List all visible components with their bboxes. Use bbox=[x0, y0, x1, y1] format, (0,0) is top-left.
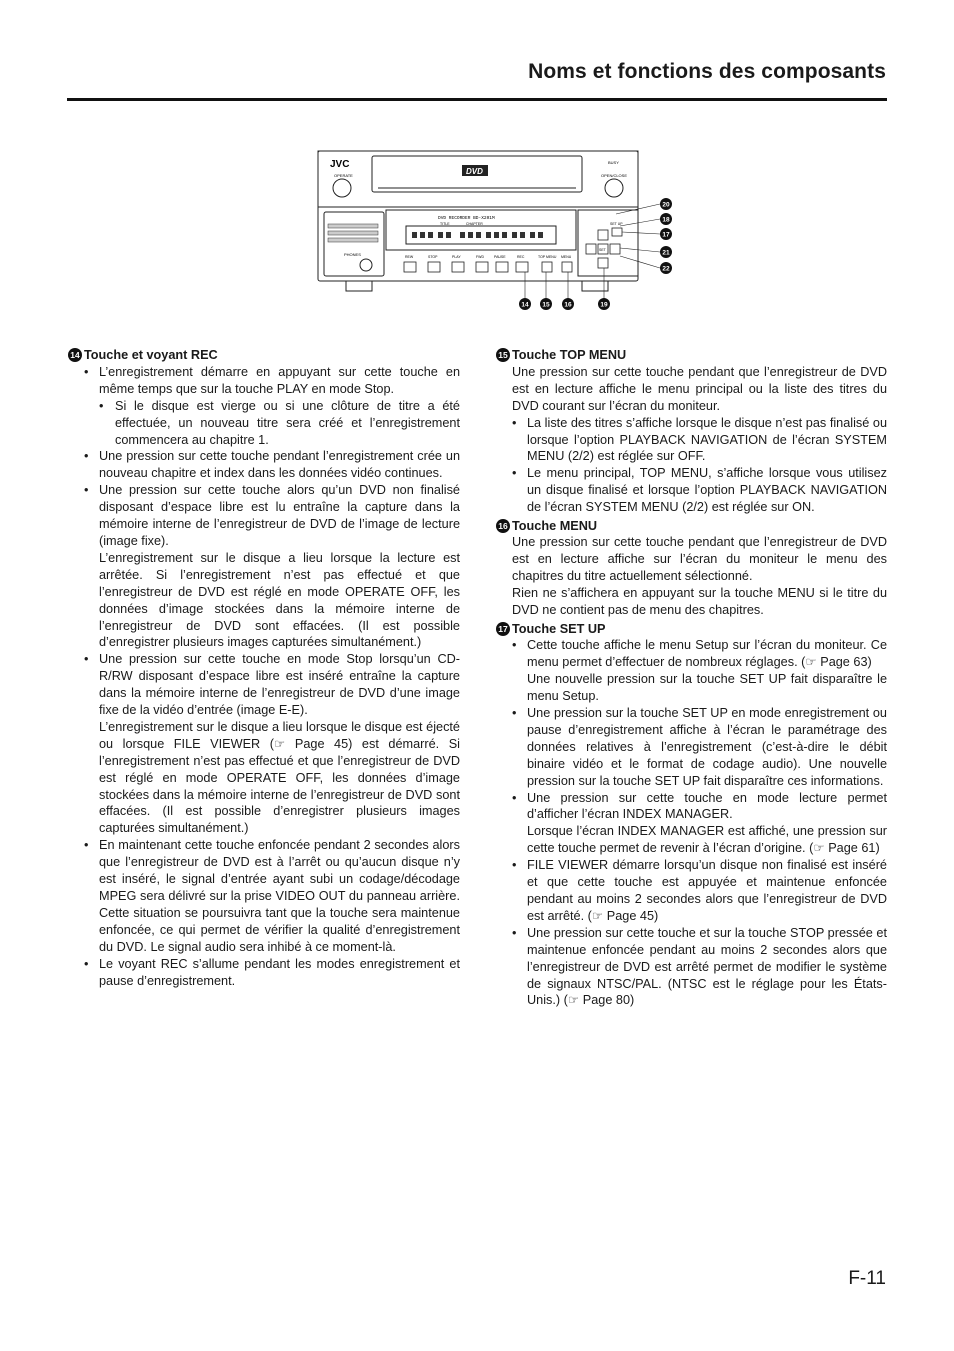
brand-logo: JVC bbox=[330, 159, 350, 170]
bullet-item bbox=[68, 364, 460, 449]
dvd-logo: DVD bbox=[466, 167, 483, 176]
bullet-item bbox=[496, 857, 887, 925]
bullet-text: La liste des titres s’affiche lorsque le disque n’est pas finalisé ou lorsque l’option PLAYBACK NAVIGATION de l’écran SYSTEM MENU (2/2) est réglée sur OFF. bbox=[527, 415, 887, 464]
menu-text: MENU bbox=[561, 255, 572, 259]
transport-rew-text: REW bbox=[405, 255, 414, 259]
top-menu-text: TOP MENU bbox=[538, 255, 557, 259]
bullet-text: Le menu principal, TOP MENU, s’affiche lorsque vous utilisez un disque finalisé et lorsque l’option PLAYBACK NAVIGATION de l’écran SYSTEM MENU (2/2) est réglée sur ON. bbox=[527, 466, 887, 515]
bullet-item bbox=[496, 790, 887, 858]
title-rule bbox=[67, 98, 887, 101]
model-text: DVD RECORDER BD-X201M bbox=[438, 216, 495, 221]
bullet-continuation: L’enregistrement sur le disque a lieu lorsque le disque est éjecté ou lorsque FILE VIEWER (☞ Page 45) est démarré. Si l’enregistrement n’est pas effectué et que l’enregistreur de DVD est réglé en mode OPERATE OFF, les données d’image stockées dans la mémoire interne de l’enregistreur de DVD sont effacées. (Il est possible d’enregistrer plusieurs images capturées simultanément.) bbox=[99, 719, 460, 836]
section-heading bbox=[496, 518, 887, 535]
section-number-badge: 15 bbox=[496, 348, 510, 362]
transport-rec-text: REC bbox=[517, 255, 525, 259]
bullet-item bbox=[496, 925, 887, 1010]
section-heading bbox=[496, 347, 887, 364]
section-top-menu bbox=[496, 347, 887, 516]
transport-fwd-text: FWD bbox=[476, 255, 484, 259]
open-close-text: OPEN/CLOSE bbox=[601, 173, 628, 178]
callout-17: 17 bbox=[662, 231, 670, 239]
section-title: Touche TOP MENU bbox=[512, 348, 627, 362]
callout-20: 20 bbox=[662, 201, 670, 209]
bullet-text: Si le disque est vierge ou si une clôture de titre a été effectuée, un nouveau titre sera créé et l’enregistrement commencera au chapitre 1. bbox=[115, 398, 460, 447]
bullet-item bbox=[68, 651, 460, 837]
section-paragraph: Une pression sur cette touche pendant que l’enregistreur de DVD est en lecture affiche sur l’écran du moniteur le menu des chapitres du titre actuellement sélectionné. bbox=[512, 535, 887, 584]
bullet-text: Le voyant REC s’allume pendant les modes enregistrement et pause d’enregistrement. bbox=[99, 956, 460, 988]
sub-bullet-item bbox=[99, 398, 460, 449]
title-text: TITLE bbox=[440, 222, 450, 226]
dvd-recorder-front-panel-illustration bbox=[316, 148, 676, 318]
section-setup bbox=[496, 621, 887, 1010]
transport-pause-text: PAUSE bbox=[494, 255, 506, 259]
operate-text: OPERATE bbox=[334, 173, 353, 178]
callout-22: 22 bbox=[662, 265, 670, 273]
bullet-item bbox=[68, 448, 460, 482]
bullet-text: Une pression sur la touche SET UP en mode enregistrement ou pause d’enregistrement affiche à l’écran le paramétrage des données relatives à l’enregistrement (c’est-à-dire le débit binaire vidéo et le format de codage audio). Une nouvelle pression sur la touche SET UP fait disparaître ces informations. bbox=[527, 706, 887, 788]
bullet-text: Une pression sur cette touche alors qu’un DVD non finalisé disposant d’espace libre est lu entraîne la capture dans la mémoire interne de l’enregistreur de DVD de l’image de lecture (image fixe). bbox=[99, 483, 460, 548]
bullet-text: L’enregistrement démarre en appuyant sur cette touche en même temps que sur la touche PLAY en mode Stop. bbox=[99, 364, 460, 396]
bullet-continuation: Une nouvelle pression sur la touche SET UP fait disparaître le menu Setup. bbox=[527, 672, 887, 704]
section-menu bbox=[496, 518, 887, 619]
phones-text: PHONES bbox=[344, 252, 361, 257]
bullet-text: En maintenant cette touche enfoncée pendant 2 secondes alors que l’enregistreur de DVD est à l’arrêt ou qu’aucun disque n’y est inséré, le signal d’entrée ayant subi un codage/décodage MPEG sera délivré sur la prise VIDEO OUT du panneau arrière. Cette situation se poursuivra tant que la touche sera maintenue enfoncée, ce qui permet de vérifier la qualité d’enregistrement du DVD. Le signal audio sera inhibé à ce moment-là. bbox=[99, 838, 460, 954]
bullet-item bbox=[68, 956, 460, 990]
transport-stop-text: STOP bbox=[428, 255, 438, 259]
section-paragraph: Rien ne s’affichera en appuyant sur la touche MENU si le titre du DVD ne contient pas de menu des chapitres. bbox=[512, 586, 887, 618]
section-number-badge: 17 bbox=[496, 622, 510, 636]
bullet-continuation: L’enregistrement sur le disque a lieu lorsque la lecture est arrêtée. Si l’enregistrement n’est pas effectué et que l’enregistreur de DVD est réglé en mode OPERATE OFF, les données d’image stockées dans la mémoire interne de l’enregistreur de DVD sont effacées. (Il est possible d’enregistrer plusieurs images capturées simultanément.) bbox=[99, 550, 460, 650]
section-title: Touche SET UP bbox=[512, 621, 606, 636]
bullet-text: FILE VIEWER démarre lorsqu’un disque non finalisé est inséré et que cette touche est appuyée et maintenue enfoncée pendant au moins 2 secondes alors que l’enregistreur de DVD est arrêté. (☞ Page 45) bbox=[527, 858, 887, 923]
section-paragraph: Une pression sur cette touche pendant que l’enregistreur de DVD est en lecture affiche le menu principal ou la liste des titres du DVD courant sur l’écran du moniteur. bbox=[512, 364, 887, 413]
left-column bbox=[68, 347, 460, 991]
section-rec bbox=[68, 347, 460, 989]
busy-text: BUSY bbox=[608, 160, 619, 165]
bullet-continuation: Lorsque l’écran INDEX MANAGER est affiché, une pression sur cette touche permet de revenir à l’écran d’origine. (☞ Page 61) bbox=[527, 824, 887, 856]
bullet-text: Une pression sur cette touche et sur la touche STOP pressée et maintenue enfoncée pendant au moins 2 secondes alors que l’enregistreur de DVD est arrêté permet de modifier le système de signaux NTSC/PAL. (NTSC est le réglage pour les États-Unis.) (☞ Page 80) bbox=[527, 925, 887, 1008]
section-number-badge: 14 bbox=[68, 348, 82, 362]
bullet-item bbox=[496, 637, 887, 705]
section-heading bbox=[496, 621, 887, 638]
right-column bbox=[496, 347, 887, 1011]
callout-14: 14 bbox=[521, 301, 529, 309]
setup-text: SET UP bbox=[610, 222, 623, 226]
section-title: Touche MENU bbox=[512, 518, 598, 533]
chapter-text: CHAPTER bbox=[466, 222, 483, 226]
set-text: SET bbox=[599, 248, 606, 252]
bullet-item bbox=[496, 465, 887, 516]
page-number: F-11 bbox=[848, 1268, 886, 1289]
callout-18: 18 bbox=[662, 216, 670, 224]
callout-15: 15 bbox=[542, 301, 550, 309]
section-number-badge: 16 bbox=[496, 519, 510, 533]
bullet-text: Cette touche affiche le menu Setup sur l’écran du moniteur. Ce menu permet d’effectuer de nombreux réglages. (☞ Page 63) bbox=[527, 638, 887, 670]
transport-play-text: PLAY bbox=[452, 255, 461, 259]
bullet-text: Une pression sur cette touche en mode Stop lorsqu’un CD-R/RW disposant d’espace libre est inséré entraîne la capture dans la mémoire interne de l’enregistreur de DVD d’une image fixe de la vidéo d’entrée (image E-E). bbox=[99, 652, 460, 718]
callout-16: 16 bbox=[564, 301, 572, 309]
bullet-item bbox=[496, 705, 887, 790]
callout-21: 21 bbox=[662, 249, 670, 257]
bullet-text: Une pression sur cette touche pendant l’enregistrement crée un nouveau chapitre et index dans les données vidéo continues. bbox=[99, 449, 460, 481]
callout-19: 19 bbox=[600, 301, 608, 309]
bullet-item bbox=[68, 837, 460, 955]
page-title: Noms et fonctions des composants bbox=[528, 60, 886, 83]
bullet-text: Une pression sur cette touche en mode lecture permet d’afficher l’écran INDEX MANAGER. bbox=[527, 790, 887, 822]
section-title: Touche et voyant REC bbox=[84, 348, 218, 362]
bullet-item bbox=[496, 415, 887, 466]
bullet-item bbox=[68, 482, 460, 651]
section-heading bbox=[68, 347, 460, 364]
